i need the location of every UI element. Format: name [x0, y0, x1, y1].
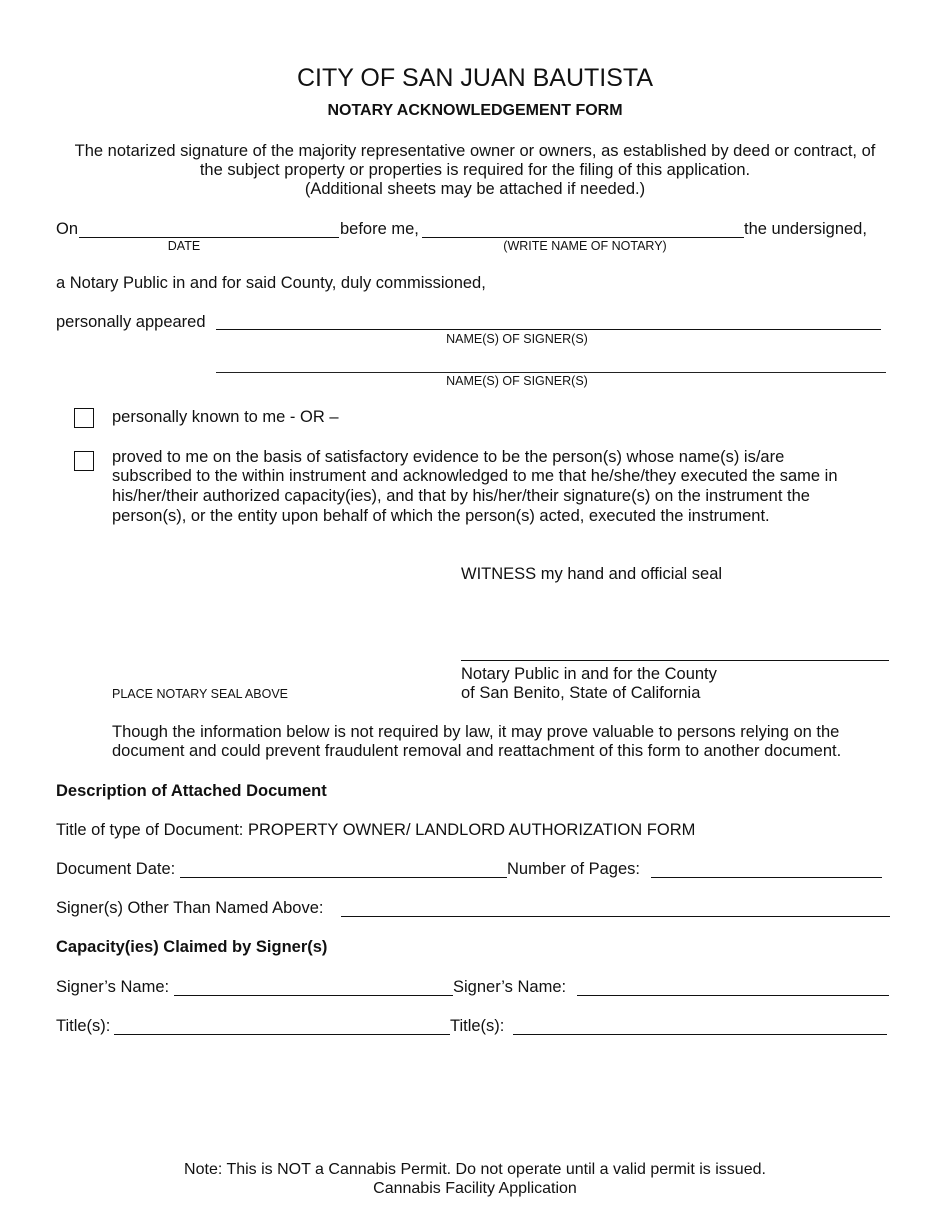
other-signers-field[interactable] — [341, 916, 890, 917]
document-title-line: Title of type of Document: PROPERTY OWNER/ LANDLORD AUTHORIZATION FORM — [56, 821, 696, 839]
form-title: NOTARY ACKNOWLEDGEMENT FORM — [327, 102, 623, 119]
signer-caption-1: NAME(S) OF SIGNER(S) — [446, 332, 588, 346]
signer-name-field-1[interactable] — [216, 329, 881, 330]
notary-signature-caption-1: Notary Public in and for the County — [461, 665, 717, 683]
number-of-pages-field[interactable] — [651, 877, 882, 878]
date-caption: DATE — [167, 239, 201, 253]
witness-statement: WITNESS my hand and official seal — [461, 565, 723, 583]
personally-appeared-label: personally appeared — [56, 313, 206, 331]
before-me-label: before me, — [340, 220, 419, 238]
titles-field-right[interactable] — [513, 1034, 887, 1035]
number-of-pages-label: Number of Pages: — [507, 860, 640, 878]
intro-line-3: (Additional sheets may be attached if needed.) — [304, 180, 646, 198]
notary-signature-caption-2: of San Benito, State of California — [461, 684, 701, 702]
description-heading: Description of Attached Document — [56, 782, 327, 800]
capacities-heading: Capacity(ies) Claimed by Signer(s) — [56, 938, 328, 956]
intro-line-1: The notarized signature of the majority representative owner or owners, as established by deed or contract, of — [74, 142, 876, 160]
titles-label-right: Title(s): — [450, 1017, 505, 1035]
city-title: CITY OF SAN JUAN BAUTISTA — [296, 64, 654, 92]
personally-known-checkbox[interactable] — [74, 408, 94, 428]
notary-name-field[interactable] — [422, 237, 744, 238]
personally-known-label: personally known to me - OR – — [112, 408, 339, 426]
signer-name-label-right: Signer’s Name: — [453, 978, 567, 996]
signer-name-field-left[interactable] — [174, 995, 453, 996]
optional-info-line-1: Though the information below is not required by law, it may prove valuable to persons relying on the — [112, 723, 840, 741]
signer-name-field-2[interactable] — [216, 372, 886, 373]
notary-public-statement: a Notary Public in and for said County, duly commissioned, — [56, 274, 486, 292]
footer-subtitle: Cannabis Facility Application — [373, 1180, 577, 1197]
titles-label-left: Title(s): — [56, 1017, 111, 1035]
signer-name-field-right[interactable] — [577, 995, 889, 996]
notary-signature-field[interactable] — [461, 660, 889, 661]
notary-name-caption: (WRITE NAME OF NOTARY) — [503, 239, 667, 253]
date-field[interactable] — [79, 237, 339, 238]
document-date-field[interactable] — [180, 877, 507, 878]
titles-field-left[interactable] — [114, 1034, 450, 1035]
proved-evidence-checkbox[interactable] — [74, 451, 94, 471]
undersigned-label: the undersigned, — [744, 220, 867, 238]
on-label: On — [56, 220, 79, 238]
proved-text-line-4: person(s), or the entity upon behalf of which the person(s) acted, executed the instrument. — [112, 507, 770, 525]
signer-caption-2: NAME(S) OF SIGNER(S) — [446, 374, 588, 388]
document-date-label: Document Date: — [56, 860, 176, 878]
proved-text-line-2: subscribed to the within instrument and acknowledged to me that he/she/they executed the same in — [112, 467, 838, 485]
proved-text-line-3: his/her/their authorized capacity(ies), and that by his/her/their signature(s) on the instrument the — [112, 487, 810, 505]
intro-line-2: the subject property or properties is required for the filing of this application. — [199, 161, 751, 179]
optional-info-line-2: document and could prevent fraudulent removal and reattachment of this form to another document. — [112, 742, 842, 760]
notary-seal-caption: PLACE NOTARY SEAL ABOVE — [112, 687, 289, 701]
proved-text-line-1: proved to me on the basis of satisfactory evidence to be the person(s) whose name(s) is/are — [112, 448, 785, 466]
signer-name-label-left: Signer’s Name: — [56, 978, 170, 996]
other-signers-label: Signer(s) Other Than Named Above: — [56, 899, 324, 917]
footer-note: Note: This is NOT a Cannabis Permit. Do not operate until a valid permit is issued. — [184, 1161, 766, 1178]
